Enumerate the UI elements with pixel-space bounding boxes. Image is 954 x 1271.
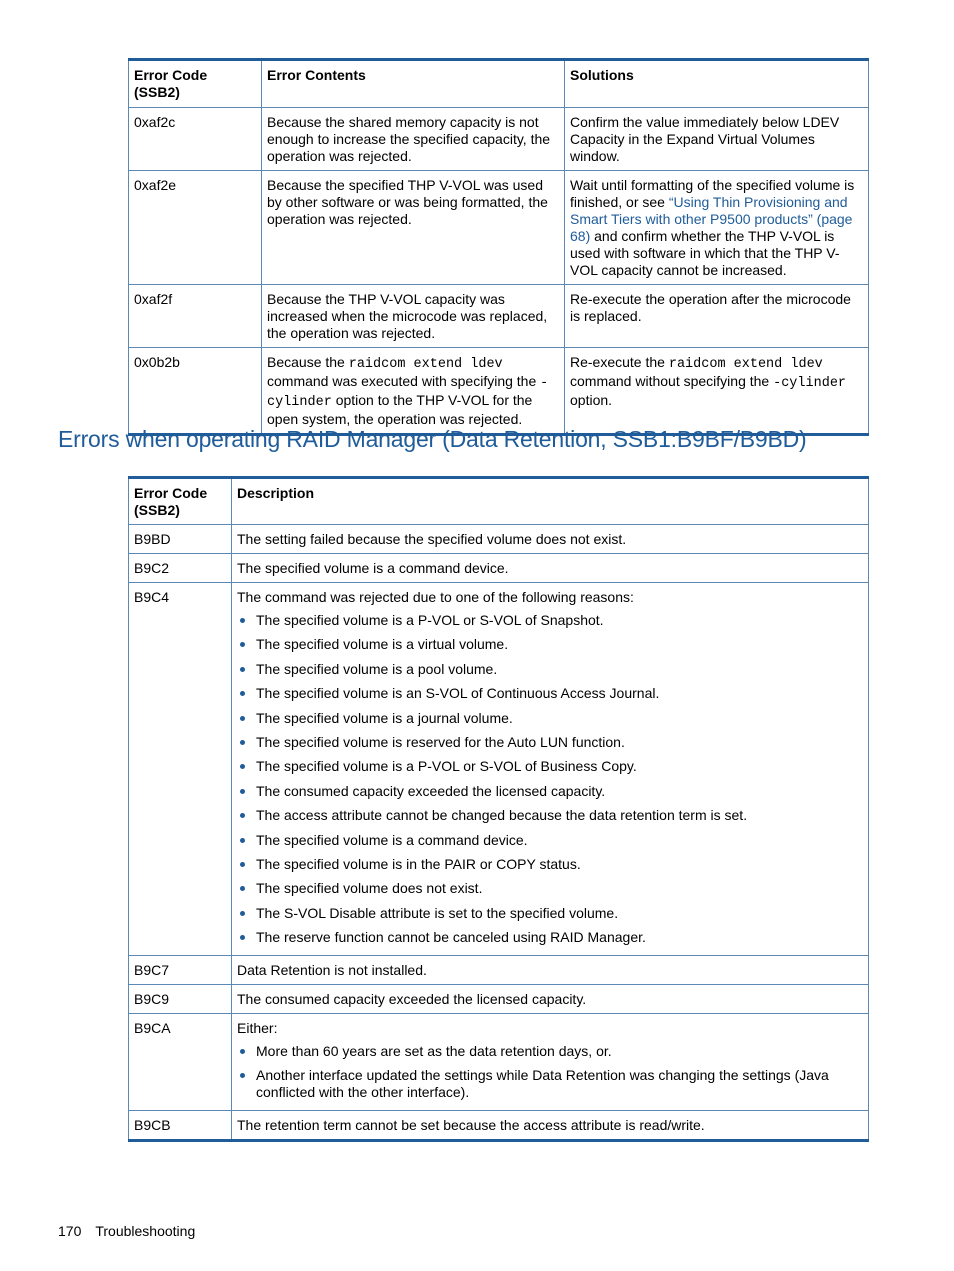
description-intro: The command was rejected due to one of the following reasons: bbox=[237, 589, 634, 605]
list-item-text: The access attribute cannot be changed because the data retention term is set. bbox=[256, 807, 748, 824]
solution-text: Re-execute the bbox=[570, 354, 669, 370]
list-item bbox=[237, 636, 863, 653]
list-item-text: The specified volume is a P-VOL or S-VOL of Business Copy. bbox=[256, 758, 637, 775]
description-cell: The retention term cannot be set because the access attribute is read/write. bbox=[232, 1111, 869, 1141]
description-cell bbox=[232, 1014, 869, 1111]
bullet-icon bbox=[240, 1073, 245, 1078]
bullet-icon bbox=[240, 642, 245, 647]
header-description: Description bbox=[232, 478, 869, 525]
table-row bbox=[129, 1014, 869, 1111]
error-code-cell: B9BD bbox=[129, 525, 232, 554]
error-code-cell: B9CB bbox=[129, 1111, 232, 1141]
list-item bbox=[237, 685, 863, 702]
table-row bbox=[129, 171, 869, 285]
description-cell: Data Retention is not installed. bbox=[232, 956, 869, 985]
error-code-cell: 0xaf2e bbox=[129, 171, 262, 285]
description-intro: Either: bbox=[237, 1020, 278, 1037]
contents-text: command was executed with specifying the bbox=[267, 373, 541, 389]
list-item-text: The specified volume is a journal volume. bbox=[256, 709, 513, 726]
table-row bbox=[129, 956, 869, 985]
list-item-text: The specified volume is a pool volume. bbox=[256, 660, 498, 677]
error-contents-cell: Because the THP V-VOL capacity was increased when the microcode was replaced, the operation was rejected. bbox=[262, 285, 565, 348]
list-item bbox=[237, 661, 863, 678]
table-row bbox=[129, 525, 869, 554]
reason-list bbox=[237, 612, 863, 946]
bullet-icon bbox=[240, 789, 245, 794]
list-item bbox=[237, 856, 863, 873]
list-item-text: The reserve function cannot be canceled using RAID Manager. bbox=[256, 929, 646, 946]
error-code-cell: B9C2 bbox=[129, 554, 232, 583]
reason-list bbox=[237, 1043, 863, 1101]
table-row bbox=[129, 108, 869, 171]
solution-text: command without specifying the bbox=[570, 373, 774, 389]
description-cell: The setting failed because the specified volume does not exist. bbox=[232, 525, 869, 554]
command-code: raidcom extend ldev bbox=[348, 357, 503, 372]
list-item bbox=[237, 710, 863, 727]
bullet-icon bbox=[240, 862, 245, 867]
list-item-text: The specified volume is an S-VOL of Continuous Access Journal. bbox=[256, 685, 660, 702]
list-item-text: The consumed capacity exceeded the licensed capacity. bbox=[256, 782, 606, 799]
bullet-icon bbox=[240, 740, 245, 745]
section-heading: Errors when operating RAID Manager (Data Retention, SSB1:B9BF/B9BD) bbox=[58, 426, 807, 452]
error-code-cell: B9C9 bbox=[129, 985, 232, 1014]
header-error-contents: Error Contents bbox=[262, 60, 565, 108]
bullet-icon bbox=[240, 667, 245, 672]
bullet-icon bbox=[240, 691, 245, 696]
solution-text: Wait until formatting of the specified volume is finished, or see bbox=[570, 177, 855, 210]
error-contents-cell bbox=[262, 348, 565, 435]
list-item-text: The specified volume is reserved for the Auto LUN function. bbox=[256, 733, 625, 750]
table-row bbox=[129, 348, 869, 435]
list-item bbox=[237, 612, 863, 629]
table-row bbox=[129, 554, 869, 583]
solution-cell bbox=[565, 171, 869, 285]
table-row bbox=[129, 1111, 869, 1141]
page-footer bbox=[58, 1223, 195, 1239]
bullet-icon bbox=[240, 618, 245, 623]
header-error-code: Error Code (SSB2) bbox=[129, 478, 232, 525]
error-code-cell: 0xaf2f bbox=[129, 285, 262, 348]
table-header-row bbox=[129, 60, 869, 108]
solution-cell bbox=[565, 348, 869, 435]
list-item-text: The specified volume is a command device. bbox=[256, 831, 528, 848]
list-item bbox=[237, 783, 863, 800]
bullet-icon bbox=[240, 935, 245, 940]
list-item-text: The S-VOL Disable attribute is set to the specified volume. bbox=[256, 904, 619, 921]
solution-text: option. bbox=[570, 392, 613, 408]
cross-reference-link[interactable]: “Using Thin Provisioning and Smart Tiers with other P9500 products” (page 68) bbox=[570, 194, 853, 244]
error-code-cell: B9C4 bbox=[129, 583, 232, 956]
list-item-text: Another interface updated the settings while Data Retention was changing the settings (Java conflicted with the other interface). bbox=[256, 1067, 829, 1101]
page-number: 170 bbox=[58, 1223, 82, 1239]
error-code-cell: B9C7 bbox=[129, 956, 232, 985]
footer-section-title: Troubleshooting bbox=[95, 1223, 196, 1239]
table-row bbox=[129, 285, 869, 348]
list-item-text: The specified volume does not exist. bbox=[256, 880, 483, 897]
table-row bbox=[129, 583, 869, 956]
error-table-thp bbox=[128, 58, 869, 436]
description-cell: The specified volume is a command device. bbox=[232, 554, 869, 583]
option-code: -cylinder bbox=[773, 376, 847, 391]
list-item-text: The specified volume is in the PAIR or COPY status. bbox=[256, 855, 581, 872]
list-item-text: The specified volume is a P-VOL or S-VOL of Snapshot. bbox=[256, 612, 604, 628]
list-item-text: The specified volume is a virtual volume. bbox=[256, 636, 509, 653]
solution-cell: Confirm the value immediately below LDEV Capacity in the Expand Virtual Volumes window. bbox=[565, 108, 869, 171]
contents-text: option to the THP V-VOL for the open system, the operation was rejected. bbox=[267, 392, 533, 427]
table-header-row bbox=[129, 478, 869, 525]
error-contents-cell: Because the specified THP V-VOL was used by other software or was being formatted, the operation was rejected. bbox=[262, 171, 565, 285]
error-code-cell: 0xaf2c bbox=[129, 108, 262, 171]
option-code: -cylinder bbox=[267, 376, 549, 410]
list-item bbox=[237, 1043, 863, 1060]
bullet-icon bbox=[240, 716, 245, 721]
command-code: raidcom extend ldev bbox=[668, 357, 823, 372]
header-solutions: Solutions bbox=[565, 60, 869, 108]
solution-cell: Re-execute the operation after the microcode is replaced. bbox=[565, 285, 869, 348]
list-item bbox=[237, 832, 863, 849]
list-item bbox=[237, 905, 863, 922]
header-error-code: Error Code (SSB2) bbox=[129, 60, 262, 108]
list-item bbox=[237, 734, 863, 751]
contents-text: Because the bbox=[267, 354, 349, 370]
error-code-cell: B9CA bbox=[129, 1014, 232, 1111]
bullet-icon bbox=[240, 911, 245, 916]
list-item bbox=[237, 880, 863, 897]
list-item bbox=[237, 758, 863, 775]
bullet-icon bbox=[240, 813, 245, 818]
error-table-data-retention bbox=[128, 476, 869, 1142]
bullet-icon bbox=[240, 764, 245, 769]
description-cell: The consumed capacity exceeded the licensed capacity. bbox=[232, 985, 869, 1014]
bullet-icon bbox=[240, 1049, 245, 1054]
description-cell bbox=[232, 583, 869, 956]
error-contents-cell: Because the shared memory capacity is not enough to increase the specified capacity, the operation was rejected. bbox=[262, 108, 565, 171]
error-code-cell: 0x0b2b bbox=[129, 348, 262, 435]
bullet-icon bbox=[240, 886, 245, 891]
bullet-icon bbox=[240, 838, 245, 843]
solution-text: and confirm whether the THP V-VOL is used with software in which that the THP V-VOL capacity cannot be increased. bbox=[570, 228, 840, 278]
table-row bbox=[129, 985, 869, 1014]
list-item-text: More than 60 years are set as the data retention days, or. bbox=[256, 1043, 612, 1060]
list-item bbox=[237, 1067, 863, 1101]
list-item bbox=[237, 807, 863, 824]
list-item bbox=[237, 929, 863, 946]
